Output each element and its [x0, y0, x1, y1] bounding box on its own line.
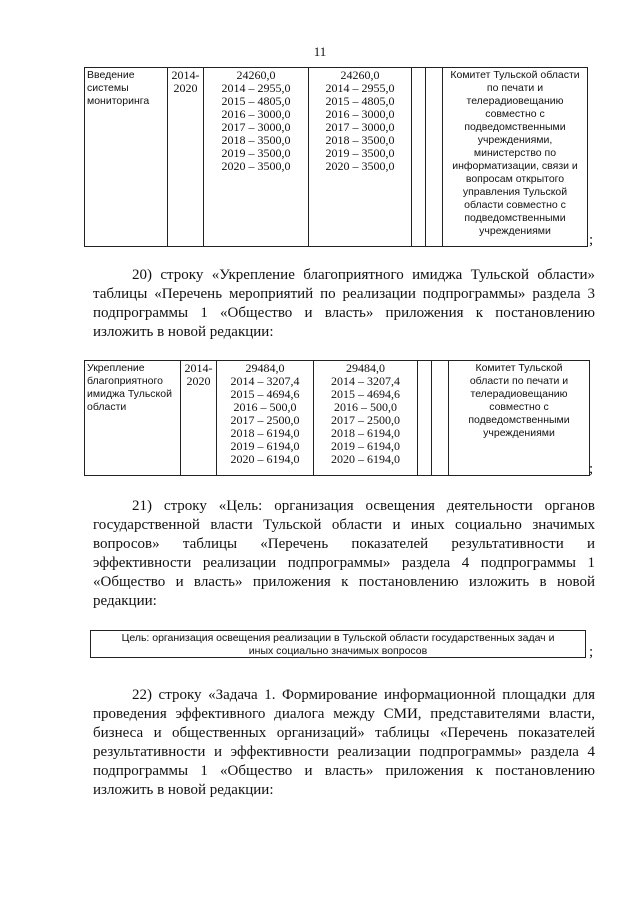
paragraph-20: 20) строку «Укрепление благоприятного имиджа Тульской области» таблицы «Перечень мероприятий по реализации подпрограммы» раздела 3 подпрограммы 1 «Общество и власть» приложения к постановлению изложить в новой редакции:: [93, 267, 595, 340]
cell-period: 2014-2020: [168, 68, 204, 247]
semicolon: ;: [589, 644, 594, 660]
cell-executor: Комитет Тульской области по печати и телерадиовещанию совместно с подведомственными учреждениями: [449, 361, 590, 476]
semicolon: ;: [589, 461, 594, 477]
cell-executor: Комитет Тульской области по печати и телерадиовещанию совместно с подведомственными учреждениями, министерство по информатизации, связи и вопросам открытого управления Тульской области совместно с подведомственными учреждениями: [443, 68, 588, 247]
semicolon: ;: [589, 232, 594, 248]
cell-measure-name: Укрепление благоприятного имиджа Тульской области: [85, 361, 181, 476]
paragraph-21: 21) строку «Цель: организация освещения деятельности органов государственной власти Тульской области и иных социально значимых вопросов» таблицы «Перечень показателей результативности и эффективности реализации подпрограммы» раздела 4 подпрограммы 1 «Общество и власть» приложения к постановлению изложить в новой редакции:: [93, 498, 595, 609]
cell-empty: [412, 68, 426, 247]
cell-measure-name: Введение системы мониторинга: [85, 68, 168, 247]
goal-line-2: иных социально значимых вопросов: [248, 645, 428, 657]
cell-period: 2014-2020: [181, 361, 217, 476]
cell-total-funding: 29484,0 2014 – 3207,4 2015 – 4694,6 2016 – 500,0 2017 – 2500,0 2018 – 6194,0 2019 – 6194,0 2020 – 6194,0: [217, 361, 314, 476]
paragraph-22: 22) строку «Задача 1. Формирование информационной площадки для проведения эффективного диалога между СМИ, представителями власти, бизнеса и общественных организаций» таблицы «Перечень показателей результативности и эффективности реализации подпрограммы» раздела 4 подпрограммы 1 «Общество и власть» приложения к постановлению изложить в новой редакции:: [93, 687, 595, 798]
cell-empty: [432, 361, 449, 476]
page-number: 11: [313, 44, 327, 59]
cell-empty: [426, 68, 443, 247]
cell-empty: [418, 361, 432, 476]
cell-regional-budget: 24260,0 2014 – 2955,0 2015 – 4805,0 2016 – 3000,0 2017 – 3000,0 2018 – 3500,0 2019 – 3500,0 2020 – 3500,0: [309, 68, 412, 247]
goal-line-1: Цель: организация освещения реализации в Тульской области государственных задач и: [121, 632, 555, 644]
table-row-image: [84, 360, 590, 476]
table-row-monitoring: [84, 67, 588, 247]
cell-total-funding: 24260,0 2014 – 2955,0 2015 – 4805,0 2016 – 3000,0 2017 – 3000,0 2018 – 3500,0 2019 – 3500,0 2020 – 3500,0: [204, 68, 309, 247]
goal-row-box: [90, 630, 586, 658]
cell-regional-budget: 29484,0 2014 – 3207,4 2015 – 4694,6 2016 – 500,0 2017 – 2500,0 2018 – 6194,0 2019 – 6194,0 2020 – 6194,0: [314, 361, 418, 476]
